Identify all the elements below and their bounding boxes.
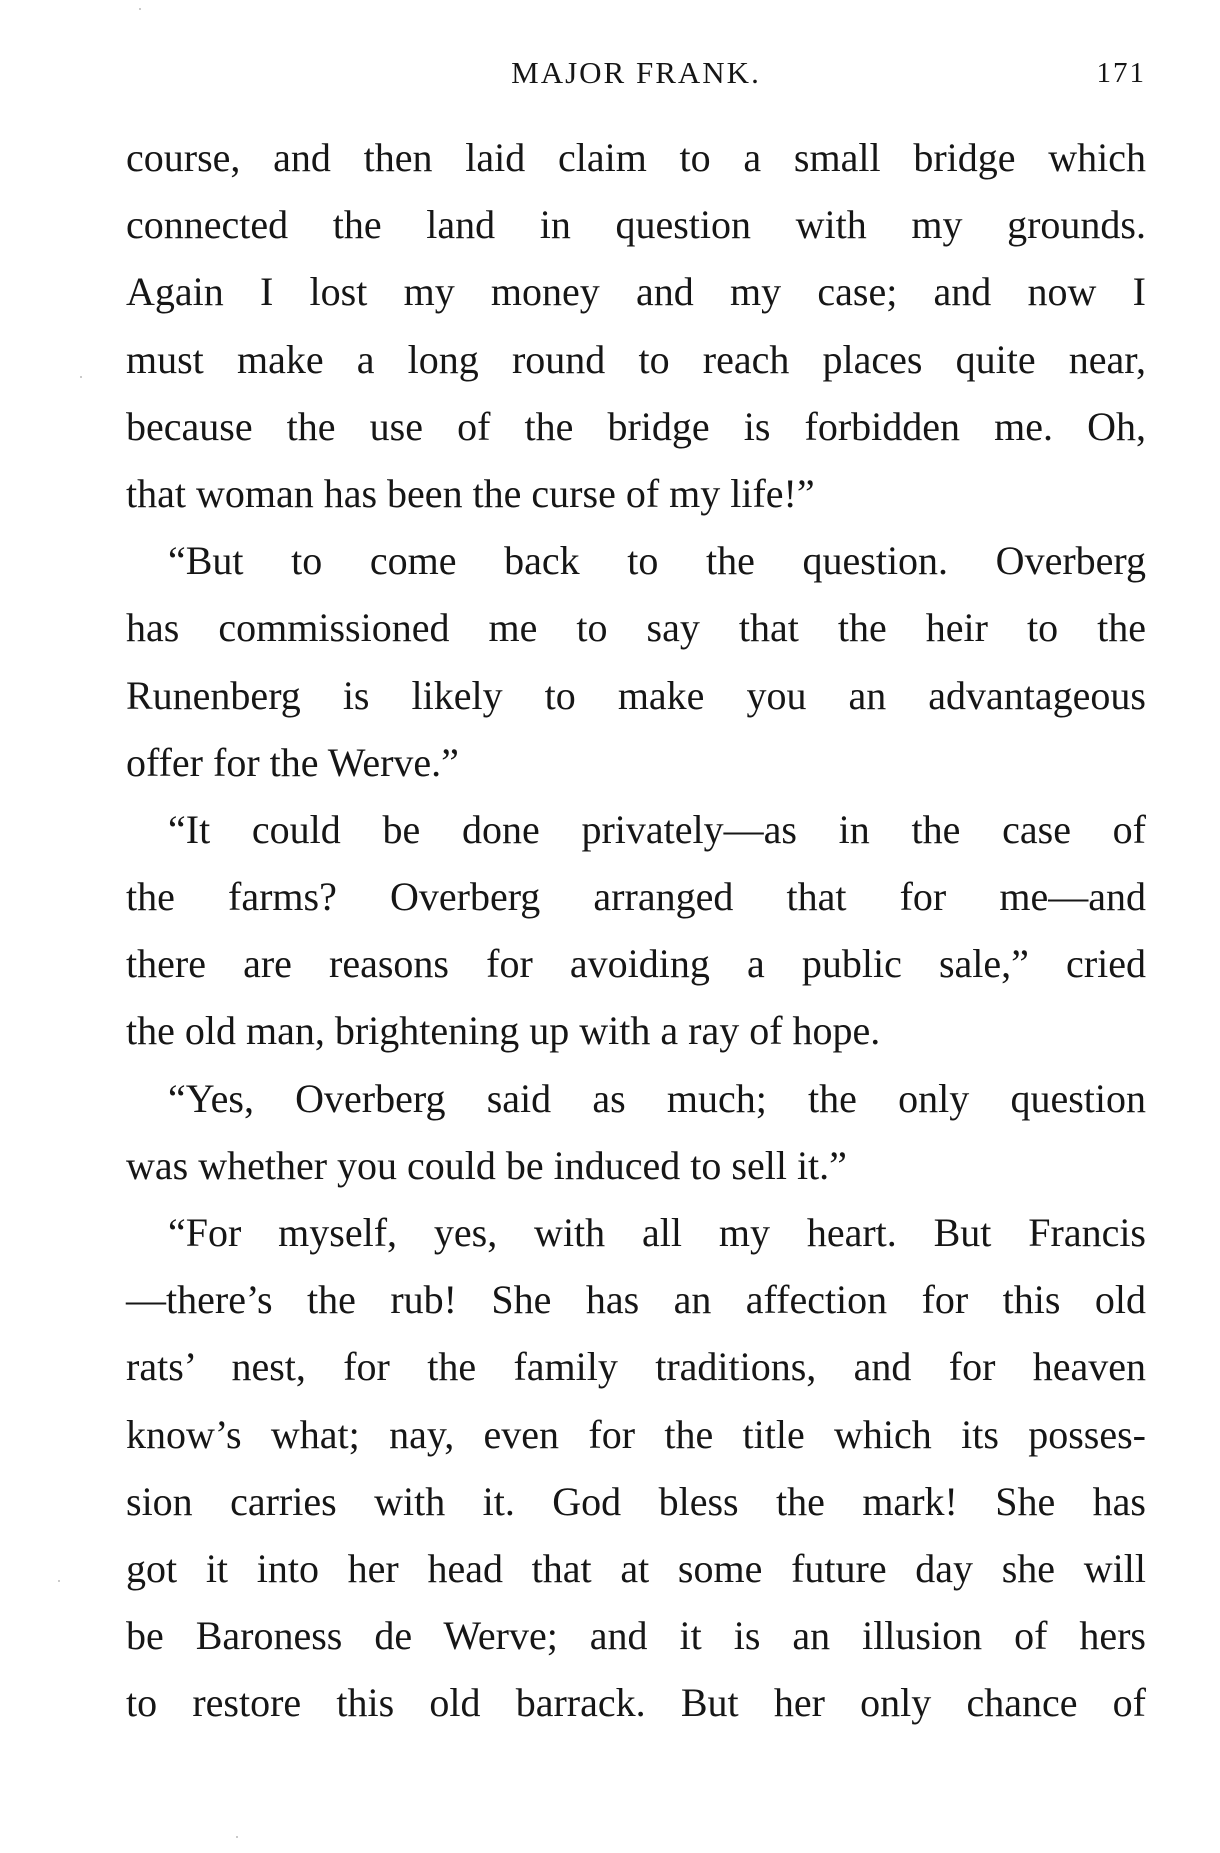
text-line: sion carries with it. God bless the mark! She has (126, 1478, 1146, 1524)
text-line: Runenberg is likely to make you an advantageous (126, 672, 1146, 718)
text-line: “Yes, Overberg said as much; the only question (168, 1075, 1146, 1121)
text-line: —there’s the rub! She has an affection for this old (126, 1277, 1146, 1323)
text-line: “It could be done privately—as in the case of (168, 806, 1146, 852)
text-line: to restore this old barrack. But her only chance of (126, 1680, 1146, 1726)
text-line: “But to come back to the question. Overberg (168, 538, 1146, 584)
paper-speck (58, 1580, 60, 1582)
paper-speck (80, 376, 82, 378)
text-line: offer for the Werve.” (126, 739, 459, 785)
text-line: the old man, brightening up with a ray of hope. (126, 1008, 881, 1054)
body-text (126, 124, 1146, 1737)
text-line: got it into her head that at some future day she will (126, 1545, 1146, 1591)
running-title: MAJOR FRANK. (511, 55, 761, 90)
text-line: Again I lost my money and my case; and now I (126, 269, 1146, 315)
text-line: there are reasons for avoiding a public sale,” cried (126, 941, 1146, 987)
page-number: 171 (1096, 57, 1146, 89)
paper-speck (236, 1836, 238, 1838)
text-line: that woman has been the curse of my life!” (126, 470, 815, 516)
paper-speck (139, 8, 141, 10)
text-line: because the use of the bridge is forbidden me. Oh, (126, 403, 1146, 449)
text-line: “For myself, yes, with all my heart. But Francis (168, 1210, 1146, 1255)
text-line: was whether you could be induced to sell it.” (126, 1142, 847, 1188)
text-line: course, and then laid claim to a small bridge which (126, 135, 1146, 180)
text-line: must make a long round to reach places quite near, (126, 336, 1146, 382)
text-line: know’s what; nay, even for the title which its posses- (126, 1411, 1146, 1457)
text-line: rats’ nest, for the family traditions, and for heaven (126, 1344, 1146, 1390)
text-line: the farms? Overberg arranged that for me—and (126, 874, 1146, 920)
text-line: has commissioned me to say that the heir to the (126, 605, 1146, 651)
text-line: be Baroness de Werve; and it is an illusion of hers (126, 1613, 1146, 1659)
text-line: connected the land in question with my grounds. (126, 202, 1146, 248)
running-head (126, 48, 1146, 98)
